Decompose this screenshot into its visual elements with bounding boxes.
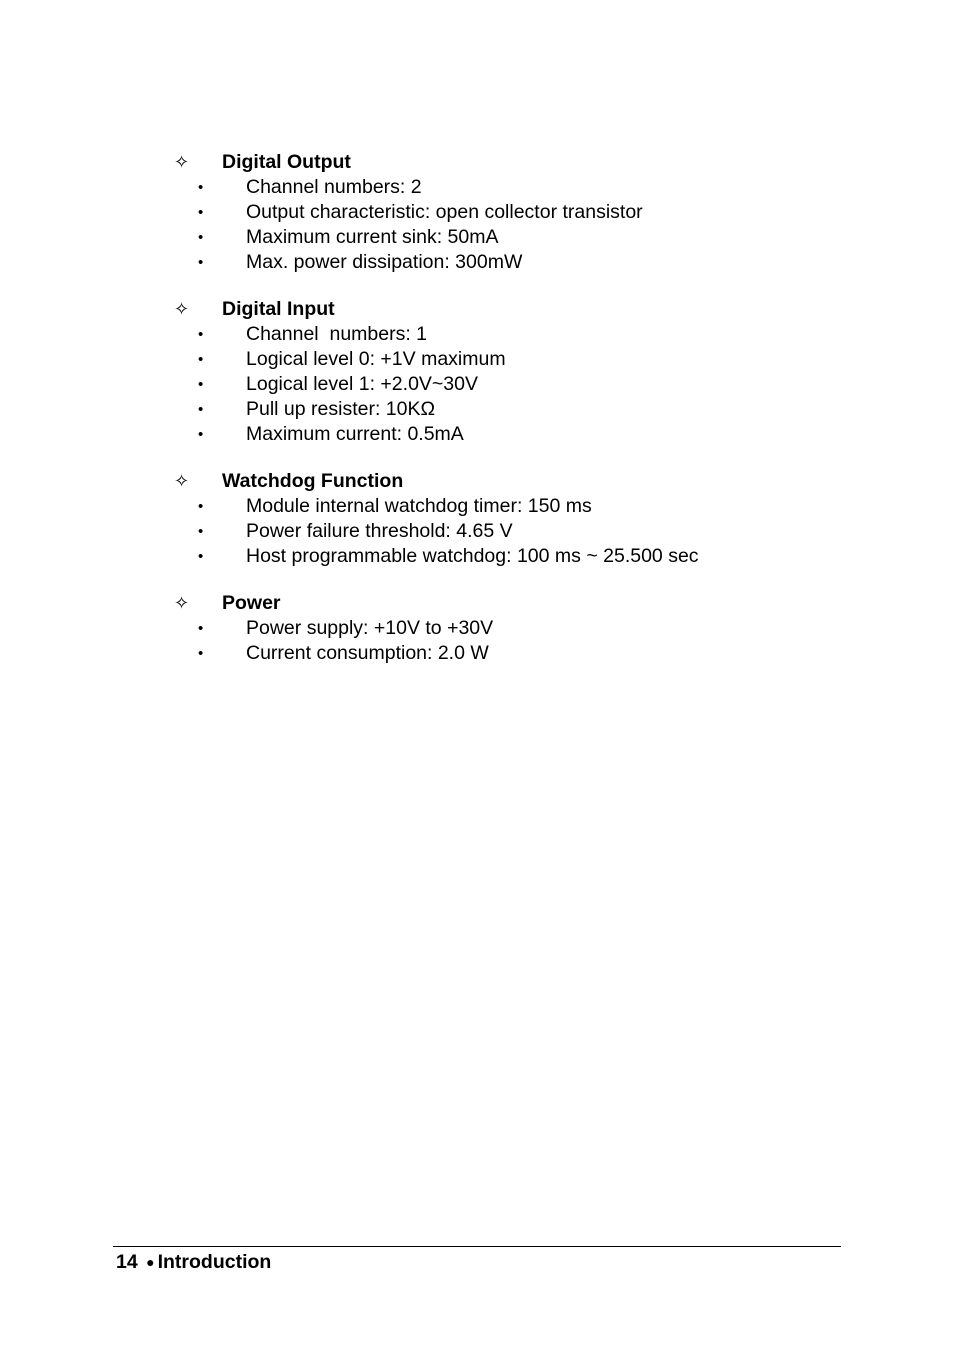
bullet-icon: • bbox=[198, 645, 204, 662]
page-footer bbox=[116, 1250, 271, 1275]
bullet-icon: • bbox=[198, 620, 204, 637]
list-item-text: Max. power dissipation: 300mW bbox=[246, 251, 523, 273]
section-heading bbox=[0, 469, 954, 494]
bullet-icon: • bbox=[198, 179, 204, 196]
spec-list bbox=[0, 150, 954, 688]
list-item-text: Maximum current sink: 50mA bbox=[246, 226, 499, 248]
section-digital-input bbox=[0, 297, 954, 447]
section-power bbox=[0, 591, 954, 666]
list-item-text: Output characteristic: open collector transistor bbox=[246, 201, 643, 223]
list-item bbox=[0, 322, 954, 347]
section-title: Watchdog Function bbox=[222, 470, 404, 492]
list-item-text: Pull up resister: 10KΩ bbox=[246, 398, 436, 420]
bullet-icon: • bbox=[198, 426, 204, 443]
section-title: Digital Output bbox=[222, 151, 351, 173]
list-item-text: Logical level 0: +1V maximum bbox=[246, 348, 506, 370]
bullet-icon: • bbox=[198, 229, 204, 246]
bullet-icon: • bbox=[198, 254, 204, 271]
four-point-star-icon: ✧ bbox=[174, 593, 190, 613]
list-item-text: Channel numbers: 1 bbox=[246, 323, 428, 345]
section-title: Digital Input bbox=[222, 298, 335, 320]
bullet-icon: • bbox=[198, 204, 204, 221]
footer-separator-dot: ● bbox=[146, 1254, 155, 1270]
bullet-icon: • bbox=[198, 326, 204, 343]
four-point-star-icon: ✧ bbox=[174, 299, 190, 319]
section-digital-output bbox=[0, 150, 954, 275]
list-item bbox=[0, 200, 954, 225]
list-item-text: Module internal watchdog timer: 150 ms bbox=[246, 495, 592, 517]
list-item-text: Power failure threshold: 4.65 V bbox=[246, 520, 513, 542]
section-heading bbox=[0, 591, 954, 616]
bullet-icon: • bbox=[198, 376, 204, 393]
list-item bbox=[0, 250, 954, 275]
list-item-text: Logical level 1: +2.0V~30V bbox=[246, 373, 479, 395]
bullet-icon: • bbox=[198, 351, 204, 368]
section-heading bbox=[0, 297, 954, 322]
list-item bbox=[0, 616, 954, 641]
bullet-icon: • bbox=[198, 523, 204, 540]
page-number: 14 bbox=[116, 1251, 138, 1273]
list-item bbox=[0, 372, 954, 397]
section-heading bbox=[0, 150, 954, 175]
list-item bbox=[0, 544, 954, 569]
list-item bbox=[0, 494, 954, 519]
list-item bbox=[0, 397, 954, 422]
list-item-text: Power supply: +10V to +30V bbox=[246, 617, 494, 639]
list-item-text: Maximum current: 0.5mA bbox=[246, 423, 464, 445]
bullet-icon: • bbox=[198, 401, 204, 418]
list-item bbox=[0, 225, 954, 250]
bullet-icon: • bbox=[198, 498, 204, 515]
footer-divider bbox=[113, 1246, 841, 1247]
list-item bbox=[0, 519, 954, 544]
list-item bbox=[0, 175, 954, 200]
list-item-text: Current consumption: 2.0 W bbox=[246, 642, 489, 664]
list-item bbox=[0, 641, 954, 666]
list-item-text: Host programmable watchdog: 100 ms ~ 25.500 sec bbox=[246, 545, 699, 567]
chapter-title: Introduction bbox=[157, 1251, 272, 1273]
bullet-icon: • bbox=[198, 548, 204, 565]
list-item bbox=[0, 347, 954, 372]
list-item bbox=[0, 422, 954, 447]
section-watchdog-function bbox=[0, 469, 954, 569]
four-point-star-icon: ✧ bbox=[174, 152, 190, 172]
four-point-star-icon: ✧ bbox=[174, 471, 190, 491]
list-item-text: Channel numbers: 2 bbox=[246, 176, 422, 198]
section-title: Power bbox=[222, 592, 281, 614]
